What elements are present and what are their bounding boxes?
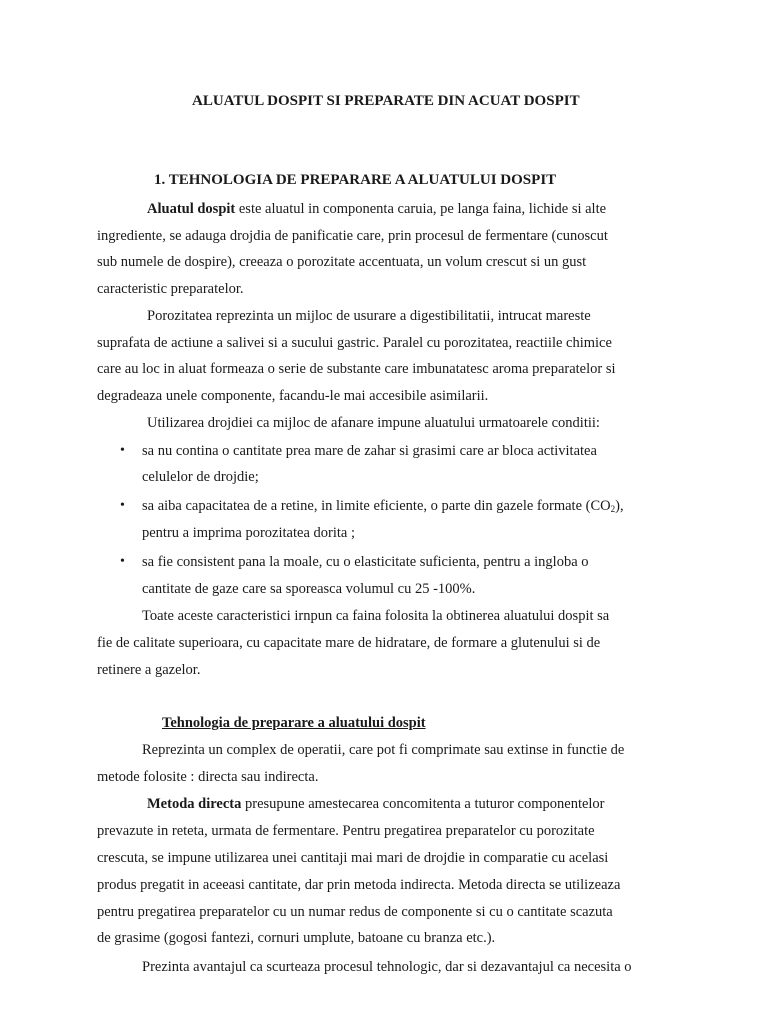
paragraph-line: degradeaza unele componente, facandu-le mai accesibile asimilarii. bbox=[97, 388, 489, 404]
paragraph-line: retinere a gazelor. bbox=[97, 662, 201, 678]
paragraph-line: Reprezinta un complex de operatii, care pot fi comprimate sau extinse in functie de bbox=[142, 742, 625, 758]
paragraph-line: prevazute in reteta, urmata de fermentare. Pentru pregatirea preparatelor cu porozitate bbox=[97, 823, 595, 839]
list-item-text: sa aiba capacitatea de a retine, in limite eficiente, o parte din gazele formate (CO bbox=[142, 498, 611, 514]
paragraph-line: metode folosite : directa sau indirecta. bbox=[97, 769, 319, 785]
paragraph-line: Prezinta avantajul ca scurteaza procesul tehnologic, dar si dezavantajul ca necesita o bbox=[142, 959, 632, 975]
paragraph-line: ingrediente, se adauga drojdia de panificatie care, prin procesul de fermentare (cunoscut bbox=[97, 228, 608, 244]
paragraph-line: produs pregatit in aceeasi cantitate, dar prin metoda indirecta. Metoda directa se utilizeaza bbox=[97, 877, 621, 893]
section-heading: 1. TEHNOLOGIA DE PREPARARE A ALUATULUI DOSPIT bbox=[154, 172, 557, 188]
paragraph-line: Toate aceste caracteristici irnpun ca faina folosita la obtinerea aluatului dospit sa bbox=[142, 608, 610, 624]
paragraph-line: suprafata de actiune a salivei si a sucului gastric. Paralel cu porozitatea, reactiile chimice bbox=[97, 335, 612, 351]
bold-term: Metoda directa bbox=[147, 796, 242, 812]
paragraph-line: fie de calitate superioara, cu capacitate mare de hidratare, de formare a glutenului si de bbox=[97, 635, 601, 651]
list-item-line: celulelor de drojdie; bbox=[142, 469, 259, 485]
subscript: 2 bbox=[610, 504, 616, 514]
bullet-icon: • bbox=[120, 498, 125, 513]
bullet-icon: • bbox=[120, 443, 125, 458]
paragraph-line: Porozitatea reprezinta un mijloc de usurare a digestibilitatii, intrucat mareste bbox=[147, 308, 591, 324]
list-item-line: pentru a imprima porozitatea dorita ; bbox=[142, 525, 355, 541]
subsection-heading: Tehnologia de preparare a aluatului dospit bbox=[162, 715, 426, 731]
paragraph-line: pentru pregatirea preparatelor cu un numar redus de componente si cu o cantitate scazuta bbox=[97, 904, 613, 920]
paragraph-line: de grasime (gogosi fantezi, cornuri umplute, batoane cu branza etc.). bbox=[97, 930, 496, 946]
paragraph-text: este aluatul in componenta caruia, pe langa faina, lichide si alte bbox=[235, 201, 607, 217]
list-item-line: sa fie consistent pana la moale, cu o elasticitate suficienta, pentru a ingloba o bbox=[142, 554, 589, 570]
paragraph-line: sub numele de dospire), creeaza o porozitate accentuata, un volum crescut si un gust bbox=[97, 254, 587, 270]
list-item-line bbox=[142, 499, 624, 514]
list-item-text: ), bbox=[615, 498, 624, 514]
list-item-line: cantitate de gaze care sa sporeasca volumul cu 25 -100%. bbox=[142, 581, 476, 597]
document-title: ALUATUL DOSPIT SI PREPARATE DIN ACUAT DOSPIT bbox=[192, 93, 580, 109]
paragraph-line: Utilizarea drojdiei ca mijloc de afanare impune aluatului urmatoarele conditii: bbox=[147, 415, 600, 431]
paragraph-line: crescuta, se impune utilizarea unei cantitaji mai mari de drojdie in comparatie cu acelasi bbox=[97, 850, 609, 866]
list-item-line: sa nu contina o cantitate prea mare de zahar si grasimi care ar bloca activitatea bbox=[142, 443, 597, 459]
bullet-icon: • bbox=[120, 554, 125, 569]
paragraph-line bbox=[147, 202, 606, 217]
paragraph-line bbox=[147, 797, 605, 812]
paragraph-line: care au loc in aluat formeaza o serie de substante care imbunatatesc aroma preparatelor si bbox=[97, 361, 616, 377]
bold-term: Aluatul dospit bbox=[147, 201, 236, 217]
paragraph-line: caracteristic preparatelor. bbox=[97, 281, 244, 297]
paragraph-text: presupune amestecarea concomitenta a tuturor componentelor bbox=[241, 796, 605, 812]
